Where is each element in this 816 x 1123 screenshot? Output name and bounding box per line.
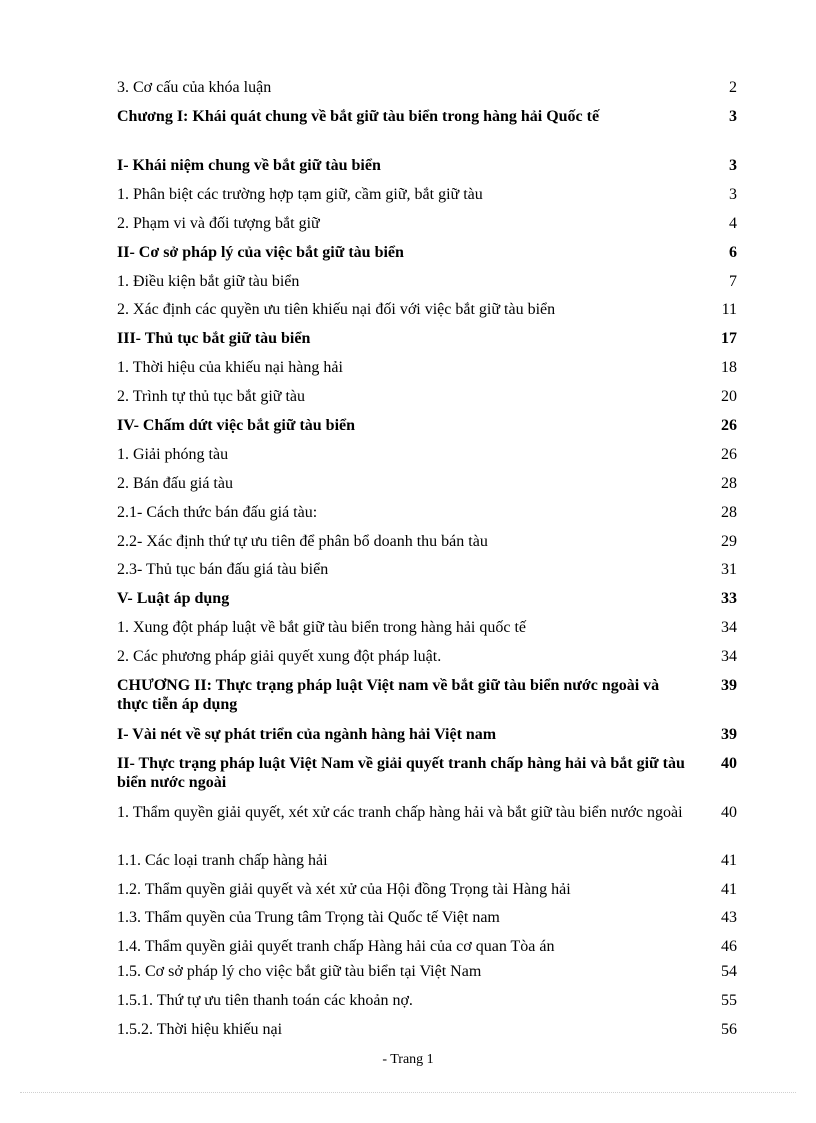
toc-entry-page: 34 [721, 648, 737, 665]
toc-entry-title: 1.5. Cơ sở pháp lý cho việc bắt giữ tàu biển tại Việt Nam [117, 963, 482, 980]
toc-entry-title: 1.3. Thẩm quyền của Trung tâm Trọng tài Quốc tế Việt nam [117, 909, 500, 926]
toc-entry-title: 2.2- Xác định thứ tự ưu tiên để phân bổ doanh thu bán tàu [117, 533, 488, 550]
toc-entry [117, 358, 737, 377]
toc-entry-page: 40 [721, 804, 737, 821]
toc-entry-title: 2. Bán đấu giá tàu [117, 475, 233, 492]
toc-entry-page: 56 [721, 1021, 737, 1038]
toc-entry-page: 11 [721, 301, 737, 318]
toc-entry-title: 2.1- Cách thức bán đấu giá tàu: [117, 504, 318, 521]
toc-entry-page: 3 [729, 108, 737, 125]
toc-entry-title: 1. Xung đột pháp luật về bắt giữ tàu biển trong hàng hải quốc tế [117, 619, 527, 636]
toc-entry-title: Chương I: Khái quát chung về bắt giữ tàu biển trong hàng hải Quốc tế [117, 108, 600, 125]
toc-entry [117, 156, 737, 175]
toc-entry-page: 28 [721, 504, 737, 521]
toc-entry [117, 560, 737, 579]
toc-entry-title: II- Thực trạng pháp luật Việt Nam về giải quyết tranh chấp hàng hải và bắt giữ tàu biển nước ngoài [117, 755, 685, 791]
toc-entry-title: I- Khái niệm chung về bắt giữ tàu biển [117, 157, 381, 174]
toc-entry [117, 589, 737, 608]
toc-entry-page: 41 [721, 881, 737, 898]
toc-entry-title: III- Thủ tục bắt giữ tàu biển [117, 330, 311, 347]
toc-entry-page: 54 [721, 963, 737, 980]
toc-entry-title: V- Luật áp dụng [117, 590, 230, 607]
toc-entry-page: 20 [721, 388, 737, 405]
toc-entry [117, 851, 737, 870]
page-footer [0, 1052, 816, 1068]
toc-entry-page: 2 [729, 79, 737, 96]
toc-entry [117, 676, 737, 714]
toc-entry-page: 26 [721, 417, 737, 434]
toc-entry-title: 1.5.2. Thời hiệu khiếu nại [117, 1021, 283, 1038]
toc-entry-title: 1. Điều kiện bắt giữ tàu biển [117, 273, 300, 290]
toc-entry-page: 6 [729, 244, 737, 261]
toc-entry [117, 272, 737, 291]
toc-entry-title: 1.1. Các loại tranh chấp hàng hải [117, 852, 328, 869]
toc-entry-page: 46 [721, 938, 737, 955]
toc-entry-page: 33 [721, 590, 737, 607]
toc-entry-page: 28 [721, 475, 737, 492]
toc-entry [117, 647, 737, 666]
divider [20, 1092, 796, 1093]
toc-entry-page: 7 [729, 273, 737, 290]
toc-entry [117, 991, 737, 1010]
toc-entry-title: 2. Trình tự thủ tục bắt giữ tàu [117, 388, 306, 405]
toc-entry [117, 618, 737, 637]
toc-entry [117, 1020, 737, 1039]
toc-entry-page: 3 [729, 186, 737, 203]
toc-entry-page: 4 [729, 215, 737, 232]
toc-entry [117, 243, 737, 262]
toc-entry-page: 26 [721, 446, 737, 463]
toc-entry-page: 34 [721, 619, 737, 636]
toc-entry-title: 2. Xác định các quyền ưu tiên khiếu nại đối với việc bắt giữ tàu biển [117, 301, 556, 318]
toc-entry-title: CHƯƠNG II: Thực trạng pháp luật Việt nam về bắt giữ tàu biển nước ngoài và thực tiễn áp dụng [117, 677, 660, 713]
toc-entry-page: 17 [721, 330, 737, 347]
toc-entry [117, 754, 737, 792]
toc-entry-title: I- Vài nét về sự phát triển của ngành hàng hải Việt nam [117, 726, 497, 743]
toc-entry-page: 18 [721, 359, 737, 376]
toc-entry-page: 43 [721, 909, 737, 926]
toc-entry-title: II- Cơ sở pháp lý của việc bắt giữ tàu biển [117, 244, 404, 261]
toc-entry-title: 1. Phân biệt các trường hợp tạm giữ, cầm giữ, bắt giữ tàu [117, 186, 483, 203]
toc-entry [117, 416, 737, 435]
toc-entry [117, 962, 737, 981]
toc-entry [117, 937, 737, 956]
toc-entry-title: 2. Phạm vi và đối tượng bắt giữ [117, 215, 320, 232]
toc-entry-title: 1. Giải phóng tàu [117, 446, 229, 463]
toc-entry [117, 532, 737, 551]
toc-entry-title: IV- Chấm dứt việc bắt giữ tàu biển [117, 417, 356, 434]
toc-entry-page: 41 [721, 852, 737, 869]
toc-entry [117, 300, 737, 319]
toc-entry [117, 185, 737, 204]
toc-entry [117, 908, 737, 927]
toc-entry [117, 107, 737, 126]
toc-entry [117, 329, 737, 348]
toc-entry [117, 78, 737, 97]
toc-entry [117, 214, 737, 233]
toc-entry-page: 29 [721, 533, 737, 550]
toc-entry-title: 1. Thời hiệu của khiếu nại hàng hải [117, 359, 343, 376]
toc-entry-page: 39 [721, 677, 737, 694]
toc-entry [117, 503, 737, 522]
page-number-label: - Trang 1 [382, 1052, 434, 1067]
toc-entry [117, 725, 737, 744]
toc-entry [117, 445, 737, 464]
toc-entry-page: 31 [721, 561, 737, 578]
toc-entry-title: 1.2. Thẩm quyền giải quyết và xét xử của Hội đồng Trọng tài Hàng hải [117, 881, 571, 898]
toc-entry-title: 2.3- Thủ tục bán đấu giá tàu biển [117, 561, 329, 578]
toc-entry-page: 55 [721, 992, 737, 1009]
toc-entry-page: 39 [721, 726, 737, 743]
toc-entry-page: 40 [721, 755, 737, 772]
toc-entry-title: 1. Thẩm quyền giải quyết, xét xử các tranh chấp hàng hải và bắt giữ tàu biển nước ngoài [117, 804, 683, 821]
toc-entry-title: 1.5.1. Thứ tự ưu tiên thanh toán các khoản nợ. [117, 992, 413, 1009]
toc-entry-title: 3. Cơ cấu của khóa luận [117, 79, 272, 96]
toc-entry-title: 1.4. Thẩm quyền giải quyết tranh chấp Hàng hải của cơ quan Tòa án [117, 938, 555, 955]
toc-entry [117, 880, 737, 899]
toc-entry-page: 3 [729, 157, 737, 174]
toc-entry [117, 387, 737, 406]
toc-entry [117, 803, 737, 822]
toc-entry-title: 2. Các phương pháp giải quyết xung đột pháp luật. [117, 648, 442, 665]
toc-entry [117, 474, 737, 493]
